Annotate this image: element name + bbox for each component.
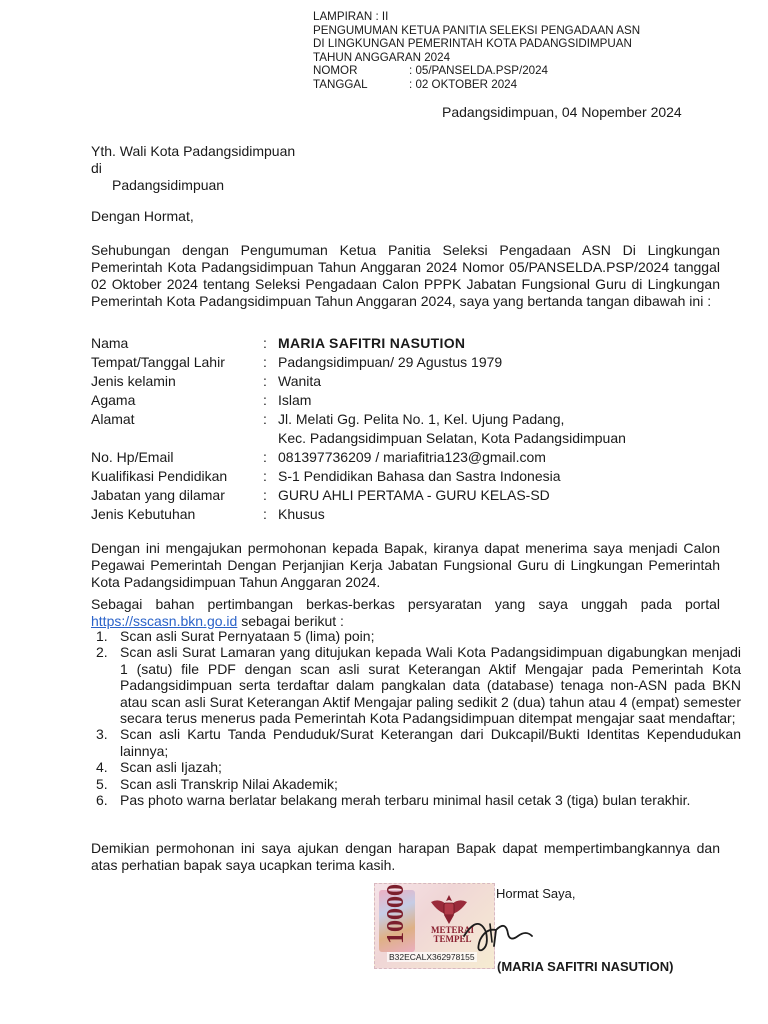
- recipient-block: [91, 143, 295, 194]
- identity-row: [91, 486, 626, 505]
- identity-label: Kualifikasi Pendidikan: [91, 468, 228, 484]
- request-paragraph: Dengan ini mengajukan permohonan kepada Bapak, kiranya dapat menerima saya menjadi Calon Pegawai Pemerintah Dengan Perjanjian Kerja Jabatan Fungsional Guru di Lingkungan Pemerintah Kota Padangsidimpuan Tahun Anggaran 2024.: [91, 540, 720, 590]
- list-item-number: 5.: [96, 775, 108, 792]
- files-intro: [91, 596, 720, 630]
- identity-row: [91, 505, 626, 524]
- identity-label: Alamat: [91, 411, 135, 427]
- list-item-number: 1.: [96, 628, 108, 644]
- attachment-heading: LAMPIRAN : II: [313, 10, 389, 23]
- portal-link[interactable]: https://sscasn.bkn.go.id: [91, 613, 238, 629]
- stamp-serial: B32ECALX362978155: [389, 952, 475, 962]
- identity-colon: :: [263, 449, 267, 465]
- list-item: [96, 628, 741, 644]
- address-line: Kec. Padangsidimpuan Selatan, Kota Padangsidimpuan: [278, 430, 626, 446]
- identity-value: MARIA SAFITRI NASUTION: [278, 335, 466, 351]
- identity-row: [91, 391, 626, 410]
- identity-value: S-1 Pendidikan Bahasa dan Sastra Indonesia: [278, 468, 561, 484]
- list-item: [96, 759, 741, 775]
- list-item-text: Scan asli Surat Lamaran yang ditujukan kepada Wali Kota Padangsidimpuan digabungkan menjadi 1 (satu) file PDF dengan scan asli surat Keterangan Aktif Mengajar pada Pemerintah Kota Padangsidimpuan serta terdaftar dalam pangkalan data (database) tenaga non-ASN pada BKN atau scan asli Surat Keterangan Aktif Mengajar paling sedikit 2 (dua) tahun atau 4 (empat) semester secara terus menerus pada Pemerintah Kota Padangsidimpuan ditempat mengajar saat mendaftar;: [120, 644, 741, 727]
- document-list: [96, 628, 741, 808]
- identity-colon: :: [263, 392, 267, 408]
- identity-value: [278, 410, 626, 448]
- attachment-number-row: [313, 64, 640, 78]
- signer-name: (MARIA SAFITRI NASUTION): [497, 959, 674, 974]
- identity-colon: :: [263, 506, 267, 522]
- recipient-name: Yth. Wali Kota Padangsidimpuan: [91, 143, 296, 159]
- list-item-number: 3.: [96, 726, 108, 743]
- attachment-line: DI LINGKUNGAN PEMERINTAH KOTA PADANGSIDIMPUAN: [313, 37, 632, 51]
- identity-colon: :: [263, 468, 267, 484]
- list-item-text: Scan asli Transkrip Nilai Akademik;: [120, 775, 338, 792]
- identity-row: [91, 467, 626, 486]
- list-item-text: Scan asli Ijazah;: [120, 759, 222, 776]
- recipient-city: Padangsidimpuan: [112, 177, 225, 193]
- closing-salutation: Hormat Saya,: [496, 886, 576, 901]
- identity-colon: :: [263, 487, 267, 503]
- identity-label: No. Hp/Email: [91, 449, 174, 465]
- identity-row: [91, 448, 626, 467]
- recipient-di: di: [91, 160, 102, 176]
- list-item-number: 4.: [96, 759, 108, 776]
- signature-mark: [456, 906, 546, 956]
- stamp-value: 10000: [383, 884, 409, 944]
- attachment-date-row: [313, 78, 640, 92]
- attachment-line: PENGUMUMAN KETUA PANITIA SELEKSI PENGADAAN ASN: [313, 23, 641, 37]
- identity-label: Tempat/Tanggal Lahir: [91, 354, 225, 370]
- nomor-label: NOMOR: [313, 64, 358, 78]
- identity-value: Wanita: [278, 373, 322, 389]
- files-intro-tail: sebagai berikut :: [237, 613, 344, 629]
- identity-value: Islam: [278, 392, 312, 408]
- files-intro-text: Sebagai bahan pertimbangan berkas-berkas persyaratan yang saya unggah pada portal: [91, 596, 720, 612]
- identity-label: Jenis Kebutuhan: [91, 506, 196, 522]
- list-item: [96, 726, 741, 759]
- list-item: [96, 792, 741, 808]
- address-line: Jl. Melati Gg. Pelita No. 1, Kel. Ujung Padang,: [278, 411, 565, 427]
- identity-value: 081397736209 / mariafitria123@gmail.com: [278, 449, 546, 465]
- identity-colon: :: [263, 335, 267, 351]
- identity-colon: :: [263, 373, 267, 389]
- list-item-text: Scan asli Surat Pernyataan 5 (lima) poin;: [120, 628, 375, 644]
- identity-row: [91, 410, 626, 448]
- nomor-value: : 05/PANSELDA.PSP/2024: [409, 64, 548, 78]
- tanggal-label: TANGGAL: [313, 77, 368, 91]
- identity-row: [91, 353, 626, 372]
- attachment-line: TAHUN ANGGARAN 2024: [313, 50, 451, 64]
- list-item-number: 2.: [96, 644, 108, 661]
- identity-colon: :: [263, 411, 267, 427]
- list-item-text: Scan asli Kartu Tanda Penduduk/Surat Keterangan dari Dukcapil/Bukti Identitas Kependudukan lainnya;: [120, 726, 741, 759]
- identity-label: Jabatan yang dilamar: [91, 487, 225, 503]
- identity-label: Nama: [91, 335, 129, 351]
- closing-paragraph: Demikian permohonan ini saya ajukan dengan harapan Bapak dapat mempertimbangkannya dan atas perhatian bapak saya ucapkan terima kasih.: [91, 840, 720, 873]
- identity-row: [91, 372, 626, 391]
- list-item-number: 6.: [96, 792, 108, 809]
- tanggal-value: : 02 OKTOBER 2024: [409, 77, 518, 91]
- list-item: [96, 644, 741, 726]
- identity-value: Padangsidimpuan/ 29 Agustus 1979: [278, 354, 503, 370]
- identity-value: Khusus: [278, 506, 325, 522]
- identity-table: [91, 334, 626, 524]
- stamp-label-line: TEMPEL: [433, 934, 472, 944]
- attachment-header: [313, 10, 640, 92]
- identity-label: Jenis kelamin: [91, 373, 176, 389]
- greeting: Dengan Hormat,: [91, 208, 194, 224]
- identity-row: [91, 334, 626, 353]
- identity-label: Agama: [91, 392, 136, 408]
- place-date: Padangsidimpuan, 04 Nopember 2024: [442, 104, 682, 120]
- list-item: [96, 776, 741, 792]
- identity-colon: :: [263, 354, 267, 370]
- identity-value: GURU AHLI PERTAMA - GURU KELAS-SD: [278, 487, 550, 503]
- stamp-label-line: METERAI: [431, 925, 475, 935]
- intro-paragraph: Sehubungan dengan Pengumuman Ketua Panitia Seleksi Pengadaan ASN Di Lingkungan Pemerintah Kota Padangsidimpuan Tahun Anggaran 2024 Nomor 05/PANSELDA.PSP/2024 tanggal 02 Oktober 2024 tentang Seleksi Pengadaan Calon PPPK Jabatan Fungsional Guru di Lingkungan Pemerintah Kota Padangsidimpuan Tahun Anggaran 2024, saya yang bertanda tangan dibawah ini :: [91, 242, 720, 309]
- list-item-text: Pas photo warna berlatar belakang merah terbaru minimal hasil cetak 3 (tiga) bulan terakhir.: [120, 792, 691, 809]
